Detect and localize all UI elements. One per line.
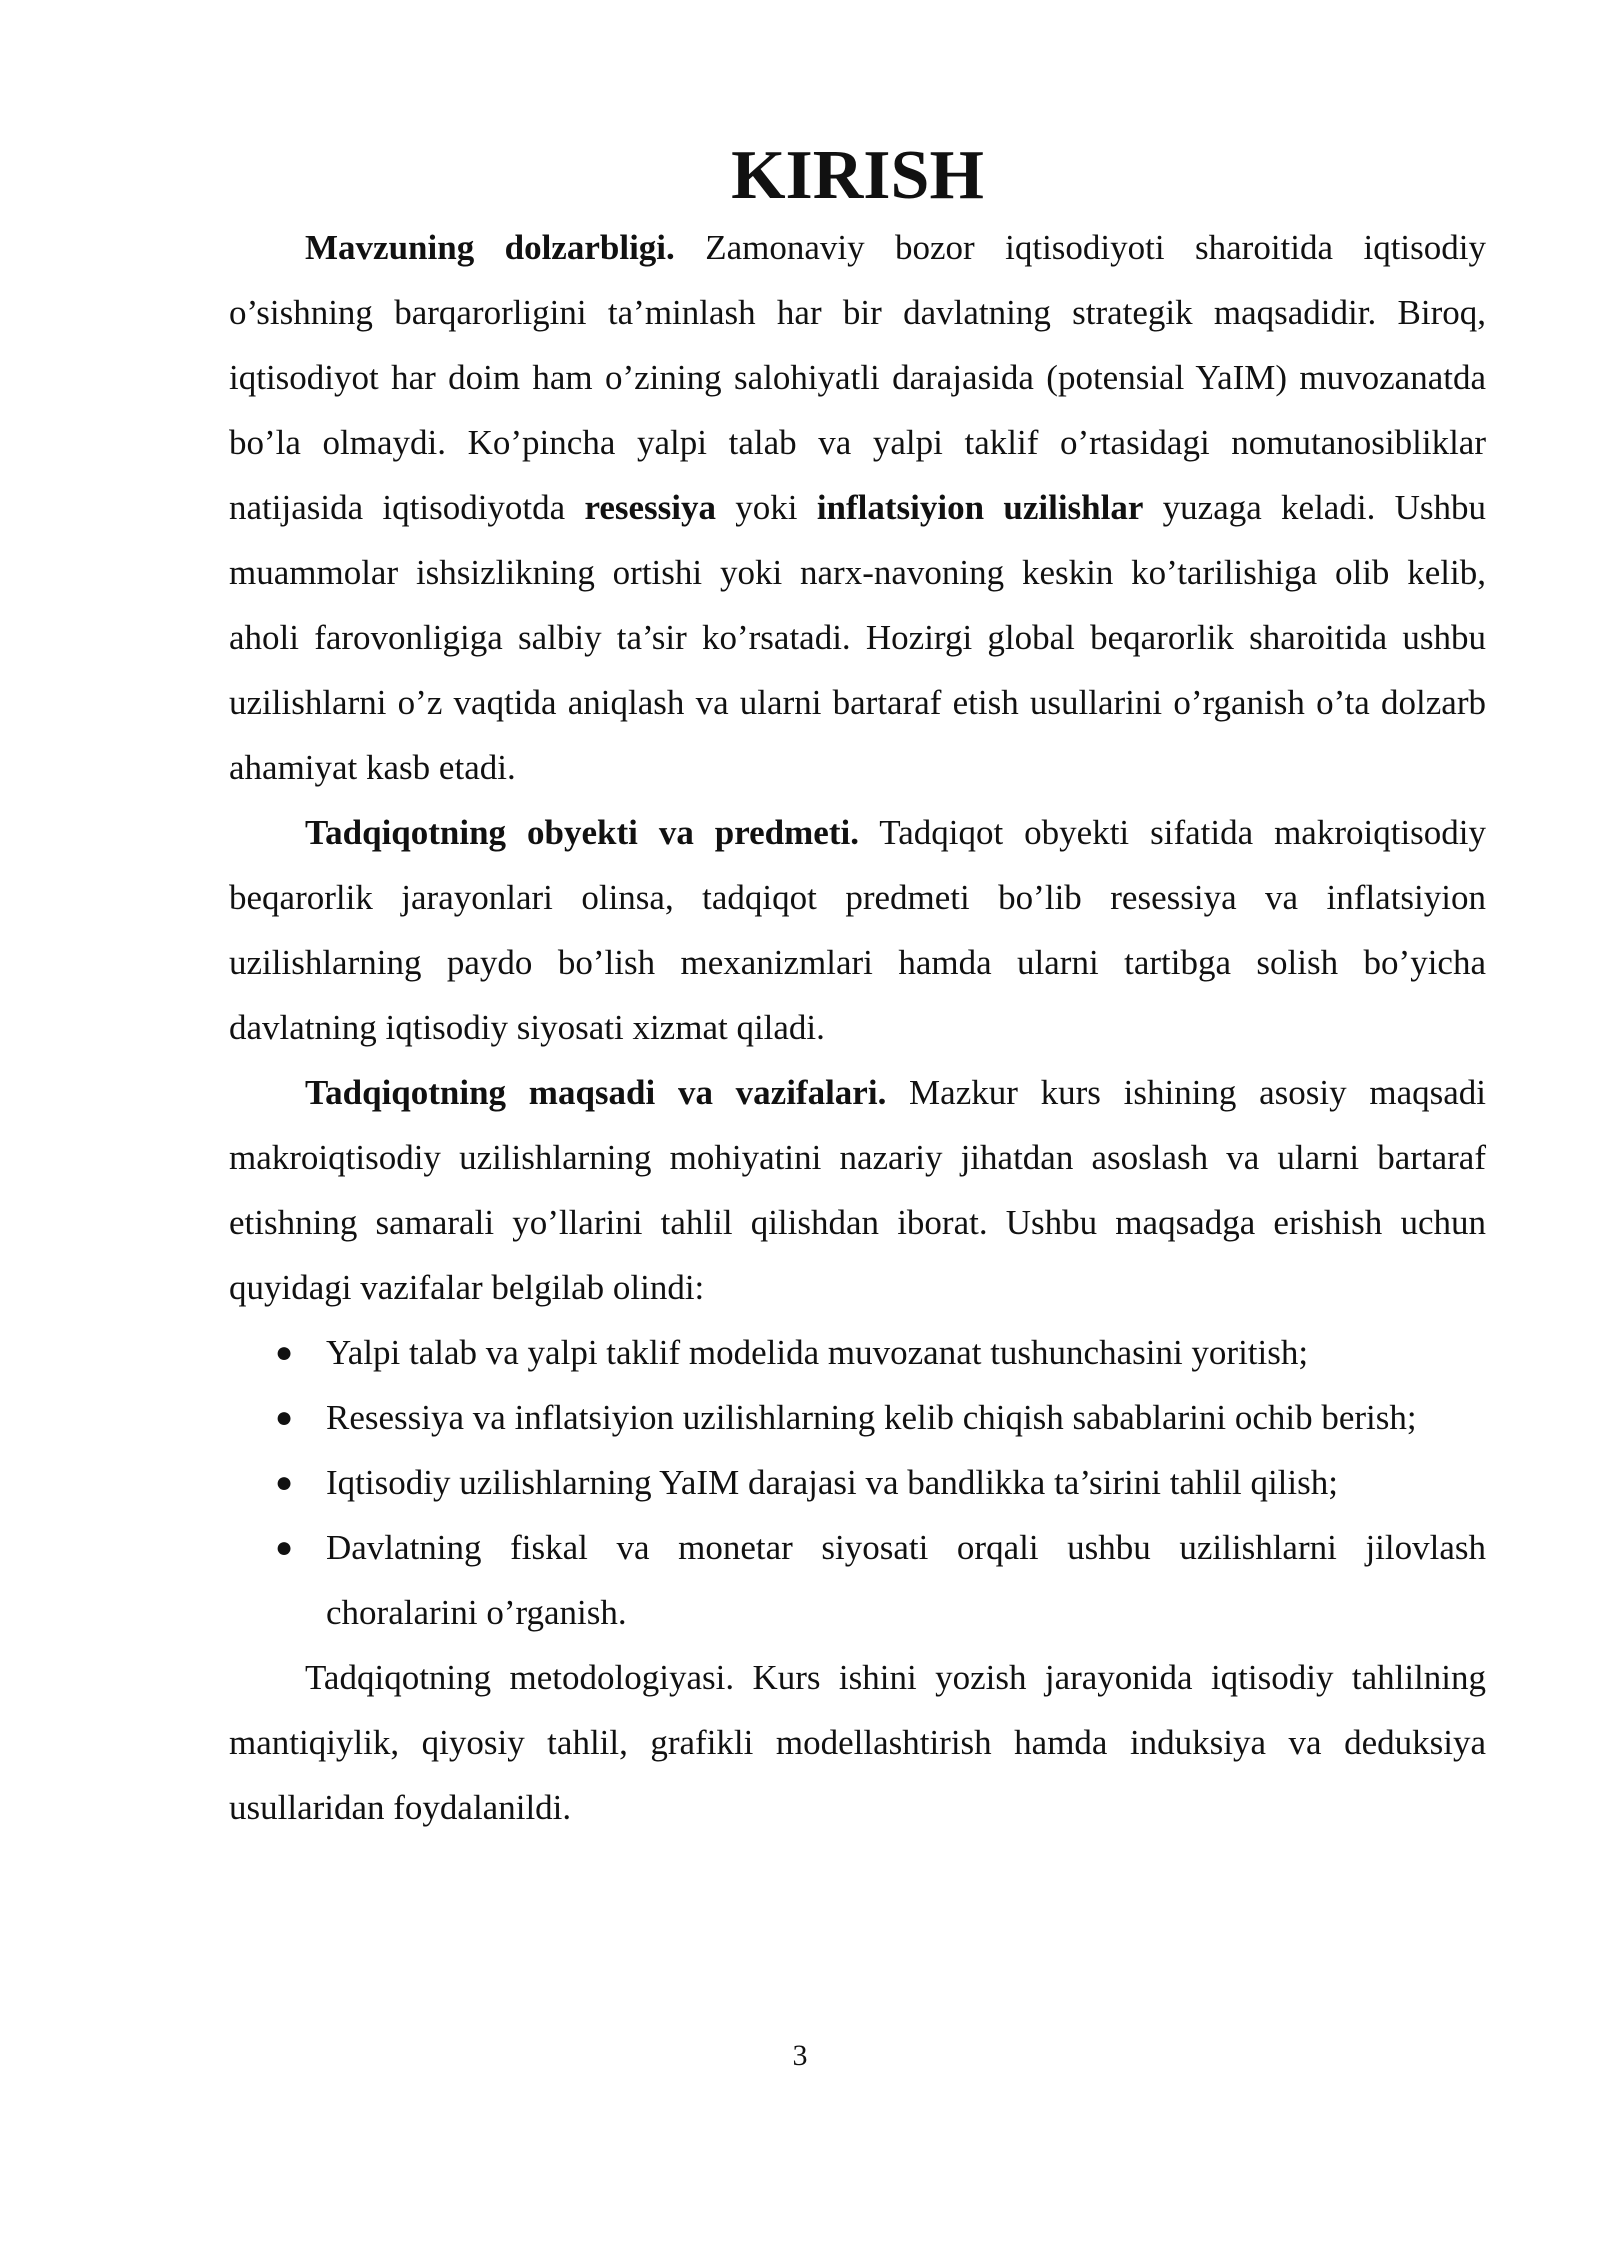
heading-object: Tadqiqotning obyekti va predmeti. bbox=[305, 813, 859, 852]
relevance-text-3: yuzaga keladi. Ushbu muammolar ishsizlikning ortishi yoki narx-navoning keskin ko’tarilishiga olib kelib, aholi farovonligiga salbiy ta’sir ko’rsatadi. Hozirgi global beqarorlik sharoitida ushbu uzilishlarni o’z vaqtida aniqlash va ularni bartaraf etish usullarini o’rganish o’ta dolzarb ahamiyat kasb etadi. bbox=[229, 488, 1486, 787]
heading-relevance: Mavzuning dolzarbligi. bbox=[305, 228, 675, 267]
paragraph-object bbox=[229, 800, 1486, 1060]
paragraph-goals bbox=[229, 1060, 1486, 1320]
task-text: Yalpi talab va yalpi taklif modelida muvozanat tushunchasini yoritish; bbox=[326, 1333, 1309, 1372]
object-text: Tadqiqot obyekti sifatida makroiqtisodiy beqarorlik jarayonlari olinsa, tadqiqot predmeti bo’lib resessiya va inflatsiyion uzilishlarning paydo bo’lish mexanizmlari hamda ularni tartibga solish bo’yicha davlatning iqtisodiy siyosati xizmat qiladi. bbox=[229, 813, 1487, 1047]
bullet-icon: ● bbox=[275, 1401, 294, 1434]
list-item bbox=[229, 1385, 1486, 1450]
paragraph-relevance bbox=[229, 215, 1486, 800]
page-number: 3 bbox=[792, 2039, 808, 2072]
term-inflationary-gap: inflatsiyion uzilishlar bbox=[816, 488, 1144, 527]
task-text: Iqtisodiy uzilishlarning YaIM darajasi va bandlikka ta’sirini tahlil qilish; bbox=[326, 1463, 1338, 1502]
paragraph-methodology: Tadqiqotning metodologiyasi. Kurs ishini yozish jarayonida iqtisodiy tahlilning mantiqiylik, qiyosiy tahlil, grafikli modellashtirish hamda induksiya va deduksiya usullaridan foydalanildi. bbox=[229, 1658, 1486, 1827]
relevance-text-1: Zamonaviy bozor iqtisodiyoti sharoitida iqtisodiy o’sishning barqarorligini ta’minlash har bir davlatning strategik maqsadidir. Biroq, iqtisodiyot har doim ham o’zining salohiyatli darajasida (potensial YaIM) muvozanatda bo’la olmaydi. Ko’pincha yalpi talab va yalpi taklif o’rtasidagi nomutanosibliklar natijasida iqtisodiyotda bbox=[229, 228, 1486, 527]
list-item bbox=[229, 1450, 1486, 1515]
bullet-icon: ● bbox=[275, 1466, 294, 1499]
heading-goals: Tadqiqotning maqsadi va vazifalari. bbox=[305, 1073, 887, 1112]
bullet-icon: ● bbox=[275, 1336, 294, 1369]
list-item bbox=[229, 1320, 1486, 1385]
bullet-icon: ● bbox=[275, 1531, 294, 1564]
list-item bbox=[229, 1515, 1486, 1645]
tasks-list bbox=[229, 1320, 1486, 1645]
task-text: Resessiya va inflatsiyion uzilishlarning kelib chiqish sabablarini ochib berish; bbox=[326, 1398, 1417, 1437]
term-recession: resessiya bbox=[584, 488, 717, 527]
relevance-text-2: yoki bbox=[716, 488, 817, 527]
goals-text: Mazkur kurs ishining asosiy maqsadi makroiqtisodiy uzilishlarning mohiyatini nazariy jihatdan asoslash va ularni bartaraf etishning samarali yo’llarini tahlil qilishdan iborat. Ushbu maqsadga erishish uchun quyidagi vazifalar belgilab olindi: bbox=[229, 1073, 1487, 1307]
task-text: Davlatning fiskal va monetar siyosati orqali ushbu uzilishlarni jilovlash choralarini o’rganish. bbox=[326, 1528, 1486, 1632]
document-page bbox=[229, 137, 1487, 1840]
section-title: KIRISH bbox=[731, 137, 984, 214]
